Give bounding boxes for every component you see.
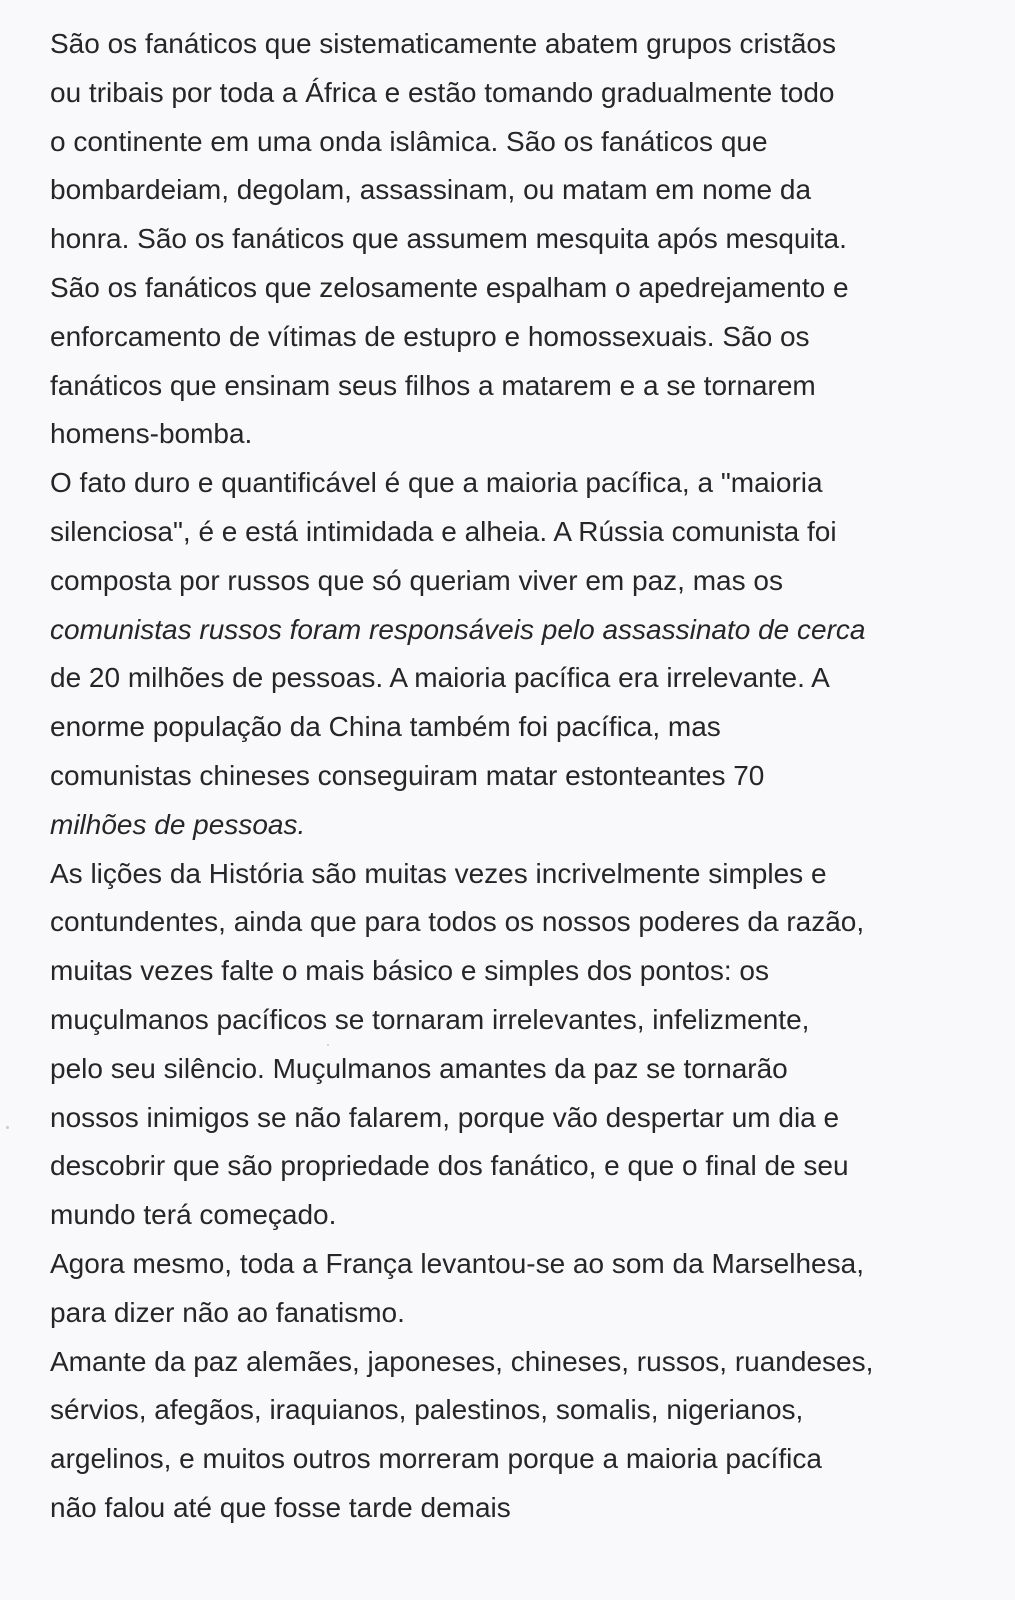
text-line: silenciosa", é e está intimidada e alheia. A Rússia comunista foi <box>50 515 837 547</box>
text-line: O fato duro e quantificável é que a maioria pacífica, a "maioria <box>50 467 823 499</box>
text-line: Agora mesmo, toda a França levantou-se ao som da Marselhesa, <box>50 1247 864 1279</box>
text-line: ou tribais por toda a África e estão tomando gradualmente todo <box>50 76 835 108</box>
text-line: comunistas russos foram responsáveis pelo assassinato de cerca <box>50 613 866 645</box>
text-line: São os fanáticos que sistematicamente abatem grupos cristãos <box>50 28 836 59</box>
text-line: nossos inimigos se não falarem, porque vão despertar um dia e <box>50 1101 840 1133</box>
text-line: muitas vezes falte o mais básico e simples dos pontos: os <box>50 955 770 987</box>
text-line: pelo seu silêncio. Muçulmanos amantes da paz se tornarão <box>50 1052 788 1084</box>
scan-speck <box>327 1044 329 1046</box>
text-line: mundo terá começado. <box>50 1199 337 1231</box>
text-line: não falou até que fosse tarde demais <box>50 1491 511 1523</box>
scan-speck <box>6 1126 9 1129</box>
text-line: honra. São os fanáticos que assumem mesquita após mesquita. <box>50 223 847 255</box>
text-line: de 20 milhões de pessoas. A maioria pacífica era irrelevante. A <box>50 662 830 694</box>
text-line: enorme população da China também foi pacífica, mas <box>50 711 721 743</box>
document-body <box>50 20 975 1533</box>
text-line: argelinos, e muitos outros morreram porque a maioria pacífica <box>50 1443 822 1475</box>
text-line: enforcamento de vítimas de estupro e homossexuais. São os <box>50 320 810 352</box>
text-line: fanáticos que ensinam seus filhos a matarem e a se tornarem <box>50 369 816 401</box>
text-line: descobrir que são propriedade dos fanático, e que o final de seu <box>50 1150 849 1182</box>
text-line: Amante da paz alemães, japoneses, chineses, russos, ruandeses, <box>50 1345 874 1377</box>
text-line: homens-bomba. <box>50 418 253 450</box>
text-line: sérvios, afegãos, iraquianos, palestinos, somalis, nigerianos, <box>50 1394 804 1426</box>
text-line: para dizer não ao fanatismo. <box>50 1296 405 1328</box>
text-line: muçulmanos pacíficos se tornaram irrelevantes, infelizmente, <box>50 1003 810 1035</box>
text-line: bombardeiam, degolam, assassinam, ou matam em nome da <box>50 174 812 206</box>
text-line: contundentes, ainda que para todos os nossos poderes da razão, <box>50 906 865 938</box>
text-line: comunistas chineses conseguiram matar estonteantes 70 <box>50 759 765 791</box>
text-line: o continente em uma onda islâmica. São os fanáticos que <box>50 125 768 157</box>
text-line: São os fanáticos que zelosamente espalham o apedrejamento e <box>50 271 849 303</box>
text-line: milhões de pessoas. <box>50 808 306 840</box>
text-line: composta por russos que só queriam viver em paz, mas os <box>50 564 783 596</box>
text-line: As lições da História são muitas vezes incrivelmente simples e <box>50 857 827 889</box>
